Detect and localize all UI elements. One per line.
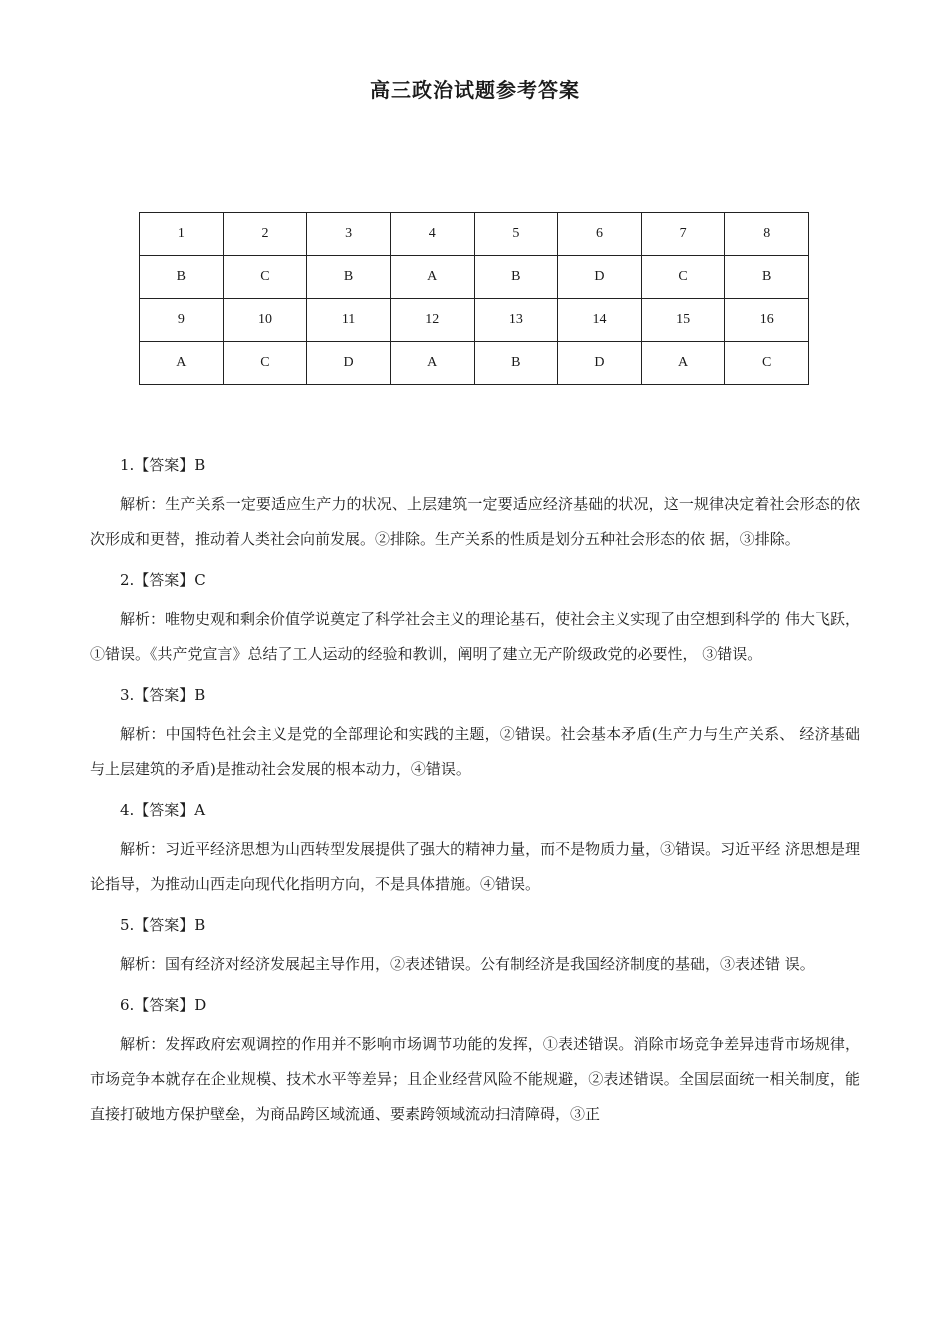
table-cell: 11 bbox=[307, 299, 391, 342]
answer-heading: 6.【答案】D bbox=[120, 996, 207, 1014]
answer-heading: 5.【答案】B bbox=[120, 916, 206, 934]
table-cell: 6 bbox=[558, 213, 642, 256]
table-cell: A bbox=[390, 256, 474, 299]
table-cell: 2 bbox=[223, 213, 307, 256]
table-cell: D bbox=[558, 342, 642, 385]
table-cell: 9 bbox=[140, 299, 224, 342]
table-cell: C bbox=[223, 256, 307, 299]
answer-heading: 1.【答案】B bbox=[120, 456, 206, 474]
explanation-text: 解析：中国特色社会主义是党的全部理论和实践的主题，②错误。社会基本矛盾(生产力与生产关系、 经济基础与上层建筑的矛盾)是推动社会发展的根本动力，④错误。 bbox=[90, 725, 860, 778]
table-cell: B bbox=[725, 256, 809, 299]
table-cell: 8 bbox=[725, 213, 809, 256]
table-cell: 12 bbox=[390, 299, 474, 342]
table-cell: 13 bbox=[474, 299, 558, 342]
table-cell: B bbox=[140, 256, 224, 299]
answer-table bbox=[139, 212, 809, 385]
table-cell: 1 bbox=[140, 213, 224, 256]
explanation-text: 解析：国有经济对经济发展起主导作用，②表述错误。公有制经济是我国经济制度的基础，③表述错 误。 bbox=[120, 955, 815, 973]
table-cell: D bbox=[307, 342, 391, 385]
table-cell: 15 bbox=[641, 299, 725, 342]
table-cell: 4 bbox=[390, 213, 474, 256]
question-number-row bbox=[140, 299, 809, 342]
page-title: 高三政治试题参考答案 bbox=[370, 78, 580, 102]
explanation-text: 解析：唯物史观和剩余价值学说奠定了科学社会主义的理论基石，使社会主义实现了由空想到科学的 伟大飞跃，①错误。《共产党宣言》总结了工人运动的经验和教训，阐明了建立无产阶级政党的必要性， ③错误。 bbox=[90, 610, 860, 663]
answer-heading: 4.【答案】A bbox=[120, 801, 206, 819]
explanation-text: 解析：发挥政府宏观调控的作用并不影响市场调节功能的发挥，①表述错误。消除市场竞争差异违背市场规律，市场竞争本就存在企业规模、技术水平等差异；且企业经营风险不能规避，②表述错误。全国层面统一相关制度，能直接打破地方保护壁垒，为商品跨区域流通、要素跨领域流动扫清障碍，③正 bbox=[90, 1035, 860, 1123]
answer-heading: 3.【答案】B bbox=[120, 686, 206, 704]
table-cell: C bbox=[641, 256, 725, 299]
table-cell: A bbox=[390, 342, 474, 385]
table-cell: C bbox=[725, 342, 809, 385]
answer-letter-row bbox=[140, 256, 809, 299]
table-cell: B bbox=[307, 256, 391, 299]
explanations bbox=[90, 450, 860, 1142]
table-cell: C bbox=[223, 342, 307, 385]
table-cell: 10 bbox=[223, 299, 307, 342]
table-cell: D bbox=[558, 256, 642, 299]
table-cell: A bbox=[140, 342, 224, 385]
table-cell: 7 bbox=[641, 213, 725, 256]
explanation-text: 解析：生产关系一定要适应生产力的状况、上层建筑一定要适应经济基础的状况，这一规律决定着社会形态的依次形成和更替，推动着人类社会向前发展。②排除。生产关系的性质是划分五种社会形态的依 据，③排除。 bbox=[90, 495, 860, 548]
explanation-text: 解析：习近平经济思想为山西转型发展提供了强大的精神力量，而不是物质力量，③错误。习近平经 济思想是理论指导，为推动山西走向现代化指明方向，不是具体措施。④错误。 bbox=[90, 840, 860, 893]
table-cell: 16 bbox=[725, 299, 809, 342]
answer-heading: 2.【答案】C bbox=[120, 571, 206, 589]
table-cell: B bbox=[474, 256, 558, 299]
question-number-row bbox=[140, 213, 809, 256]
table-cell: A bbox=[641, 342, 725, 385]
table-cell: 5 bbox=[474, 213, 558, 256]
table-cell: 3 bbox=[307, 213, 391, 256]
answer-letter-row bbox=[140, 342, 809, 385]
table-cell: 14 bbox=[558, 299, 642, 342]
table-cell: B bbox=[474, 342, 558, 385]
